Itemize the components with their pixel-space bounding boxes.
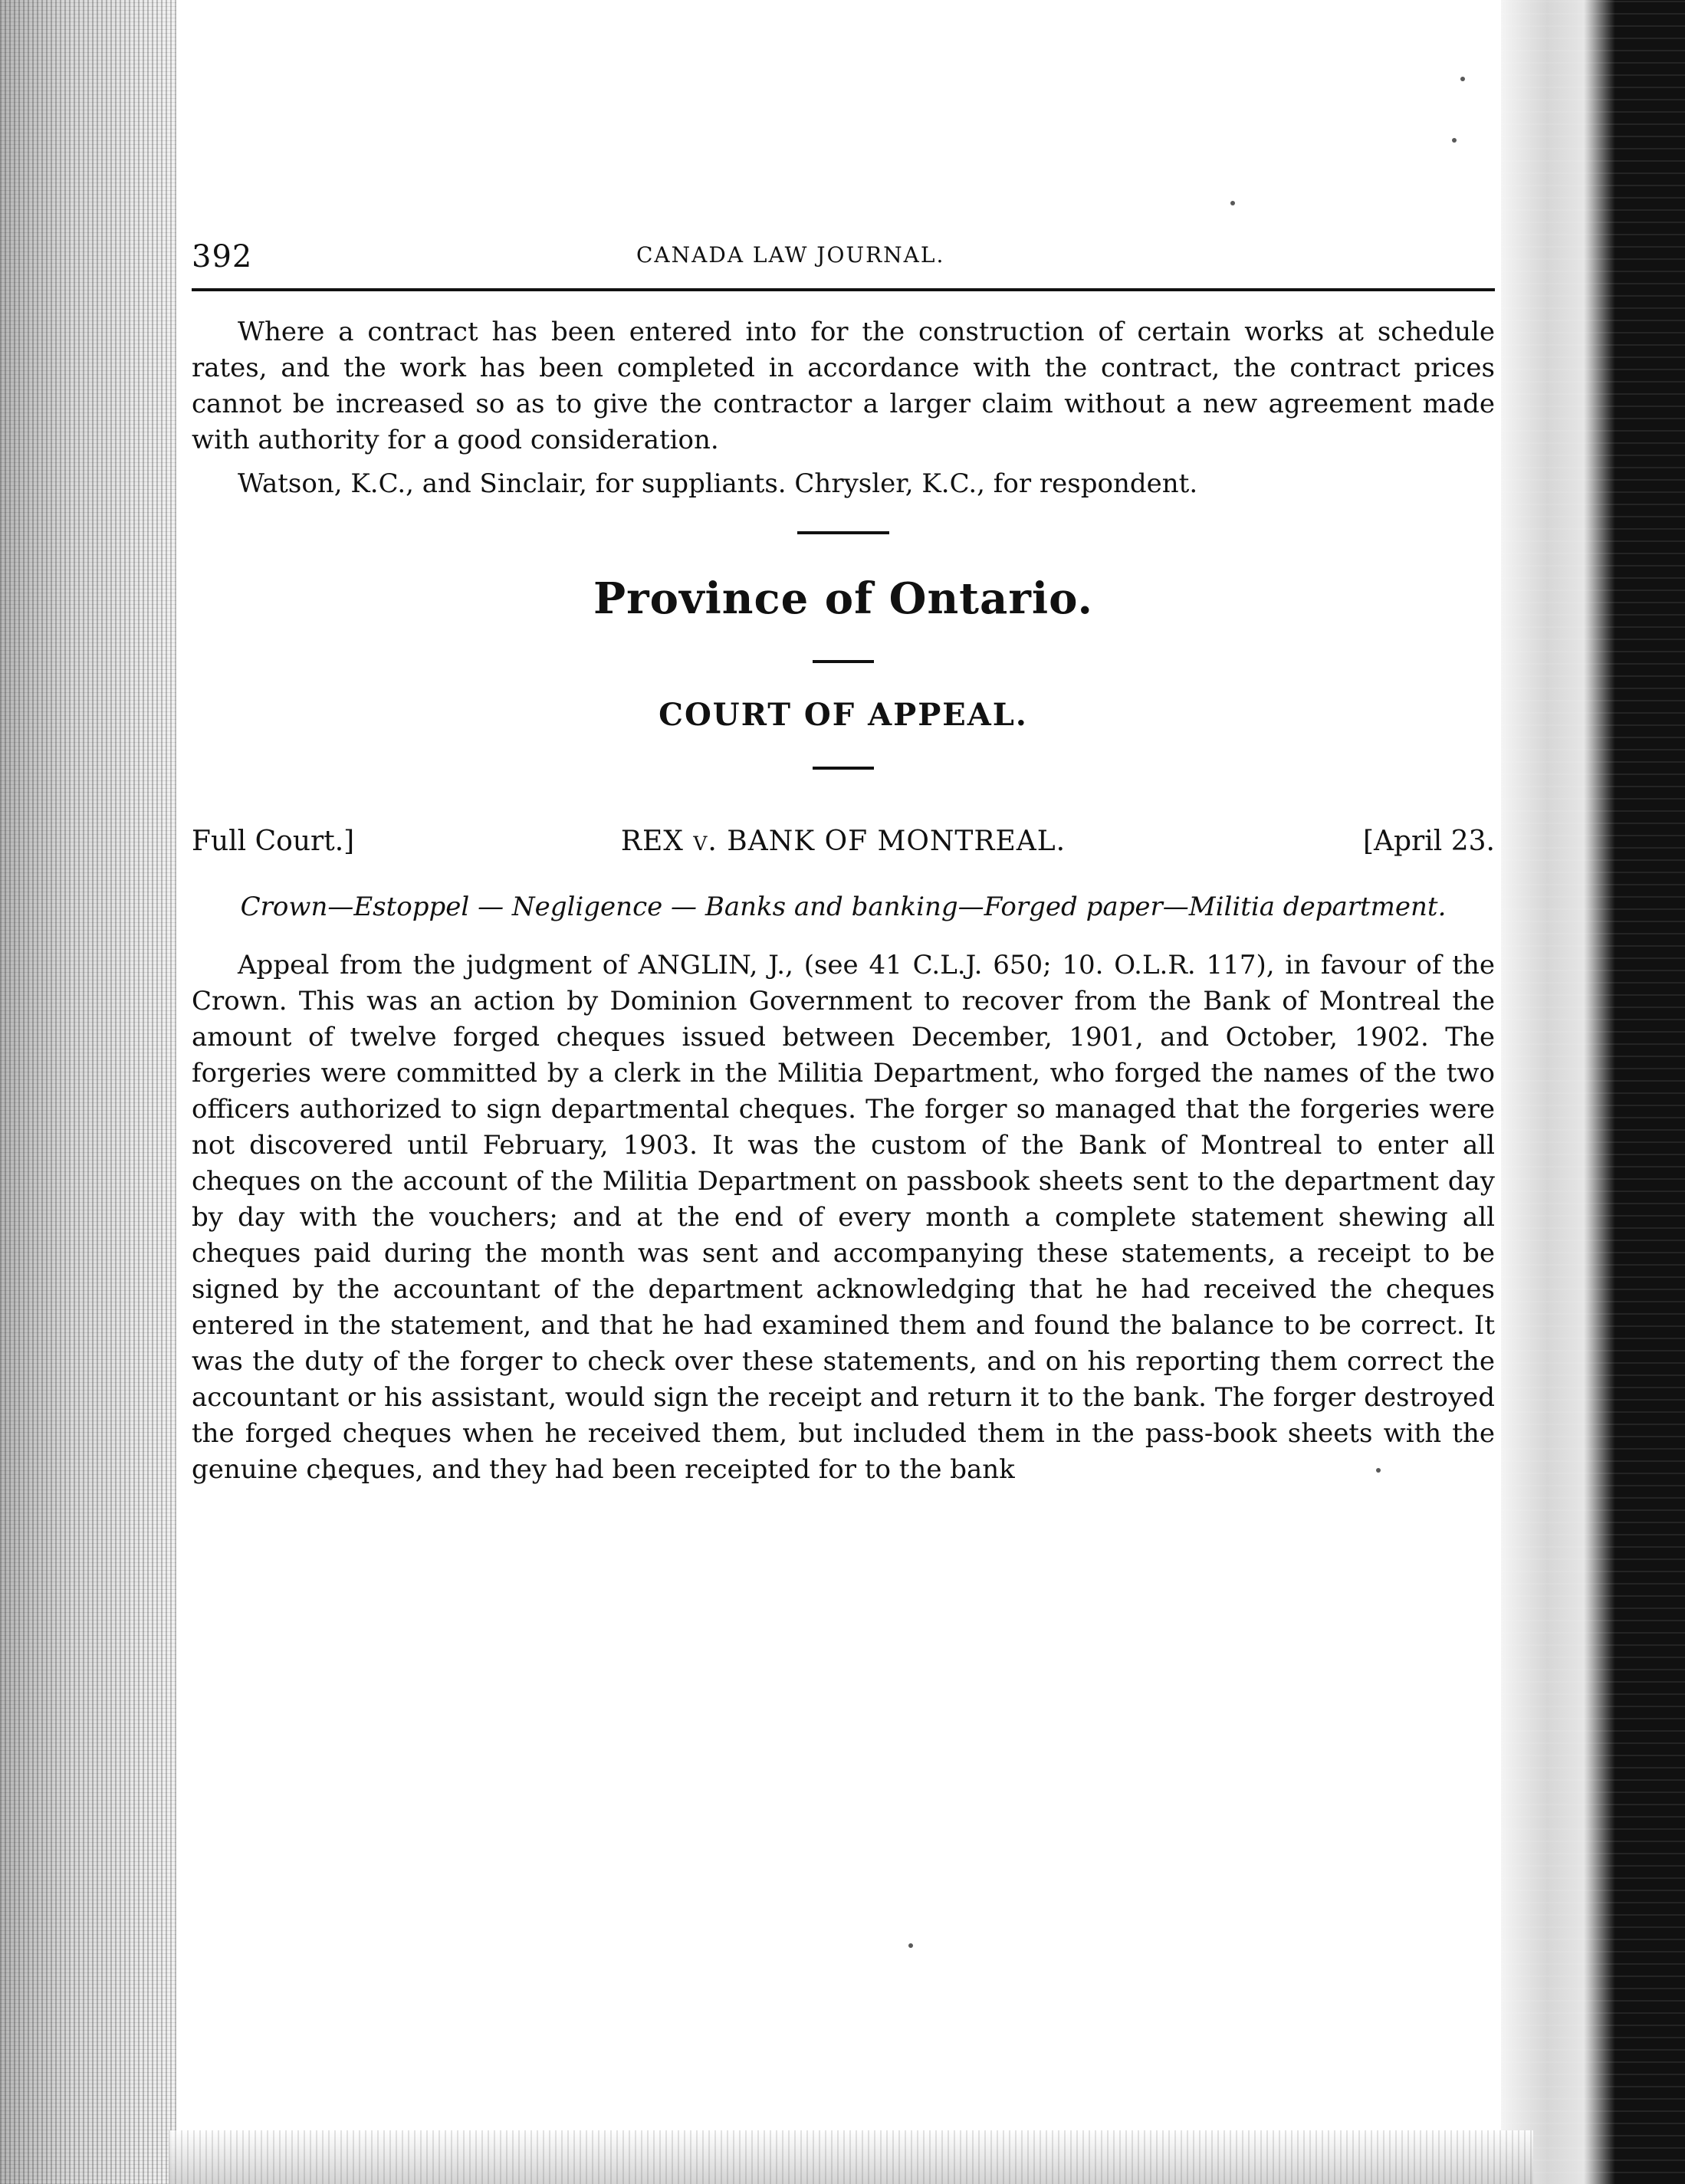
page-content [192,314,1495,1488]
case-line [192,823,1495,860]
headnote: Crown—Estoppel — Negligence — Banks and banking—Forged paper—Militia department. [240,892,1447,922]
page-header [192,169,1495,274]
paragraph-top: Where a contract has been entered into for the construction of certain works at schedule rates, and the work has been completed in accordance with the contract, the contract prices cannot be increased so as to give the contractor a larger claim without a new agreement made with authority for a good consideration. [192,317,1495,455]
body-paragraph: Appeal from the judgment of ANGLIN, J., (see 41 C.L.J. 650; 10. O.L.R. 117), in favour of the Crown. This was an action by Dominion Government to recover from the Bank of Montreal the amount of twelve forged cheques issued between December, 1901, and October, 1902. The forgeries were committed by a clerk in the Militia Department, who forged the names of the two officers authorized to sign departmental cheques. The forger so managed that the forgeries were not discovered until February, 1903. It was the custom of the Bank of Montreal to enter all cheques on the account of the Militia Department on passbook sheets sent to the department day by day with the vouchers; and at the end of every month a complete statement shewing all cheques paid during the month was sent and accompanying these statements, a receipt to be signed by the accountant of the department acknowledging that he had received the cheques entered in the statement, and that he had examined them and found the balance to be correct. It was the duty of the forger to check over these statements, and on his reporting them correct the accountant or his assistant, would sign the receipt and return it to the bank. The forger destroyed the forged cheques when he received them, but included them in the pass-book sheets with the genuine cheques, and they had been receipted for to the bank [192,950,1495,1485]
document-page [192,169,1495,2146]
page-number: 392 [192,239,253,274]
scan-speck [1452,138,1457,143]
case-left: Full Court.] [192,826,355,857]
scan-speck [1460,77,1465,81]
province-title: Province of Ontario. [593,573,1093,624]
scan-left-edge [0,0,176,2184]
subsection-divider [813,767,874,770]
subsection-divider [813,660,874,663]
case-center: REX v. BANK OF MONTREAL. [620,826,1066,857]
scan-right-edge [1501,0,1685,2184]
journal-title: CANADA LAW JOURNAL. [636,242,945,268]
header-rule [192,288,1495,291]
section-divider [797,531,889,534]
court-title: COURT OF APPEAL. [659,697,1028,733]
counsel-line: Watson, K.C., and Sinclair, for suppliants. Chrysler, K.C., for respondent. [238,468,1198,499]
case-right: [April 23. [1362,826,1495,857]
